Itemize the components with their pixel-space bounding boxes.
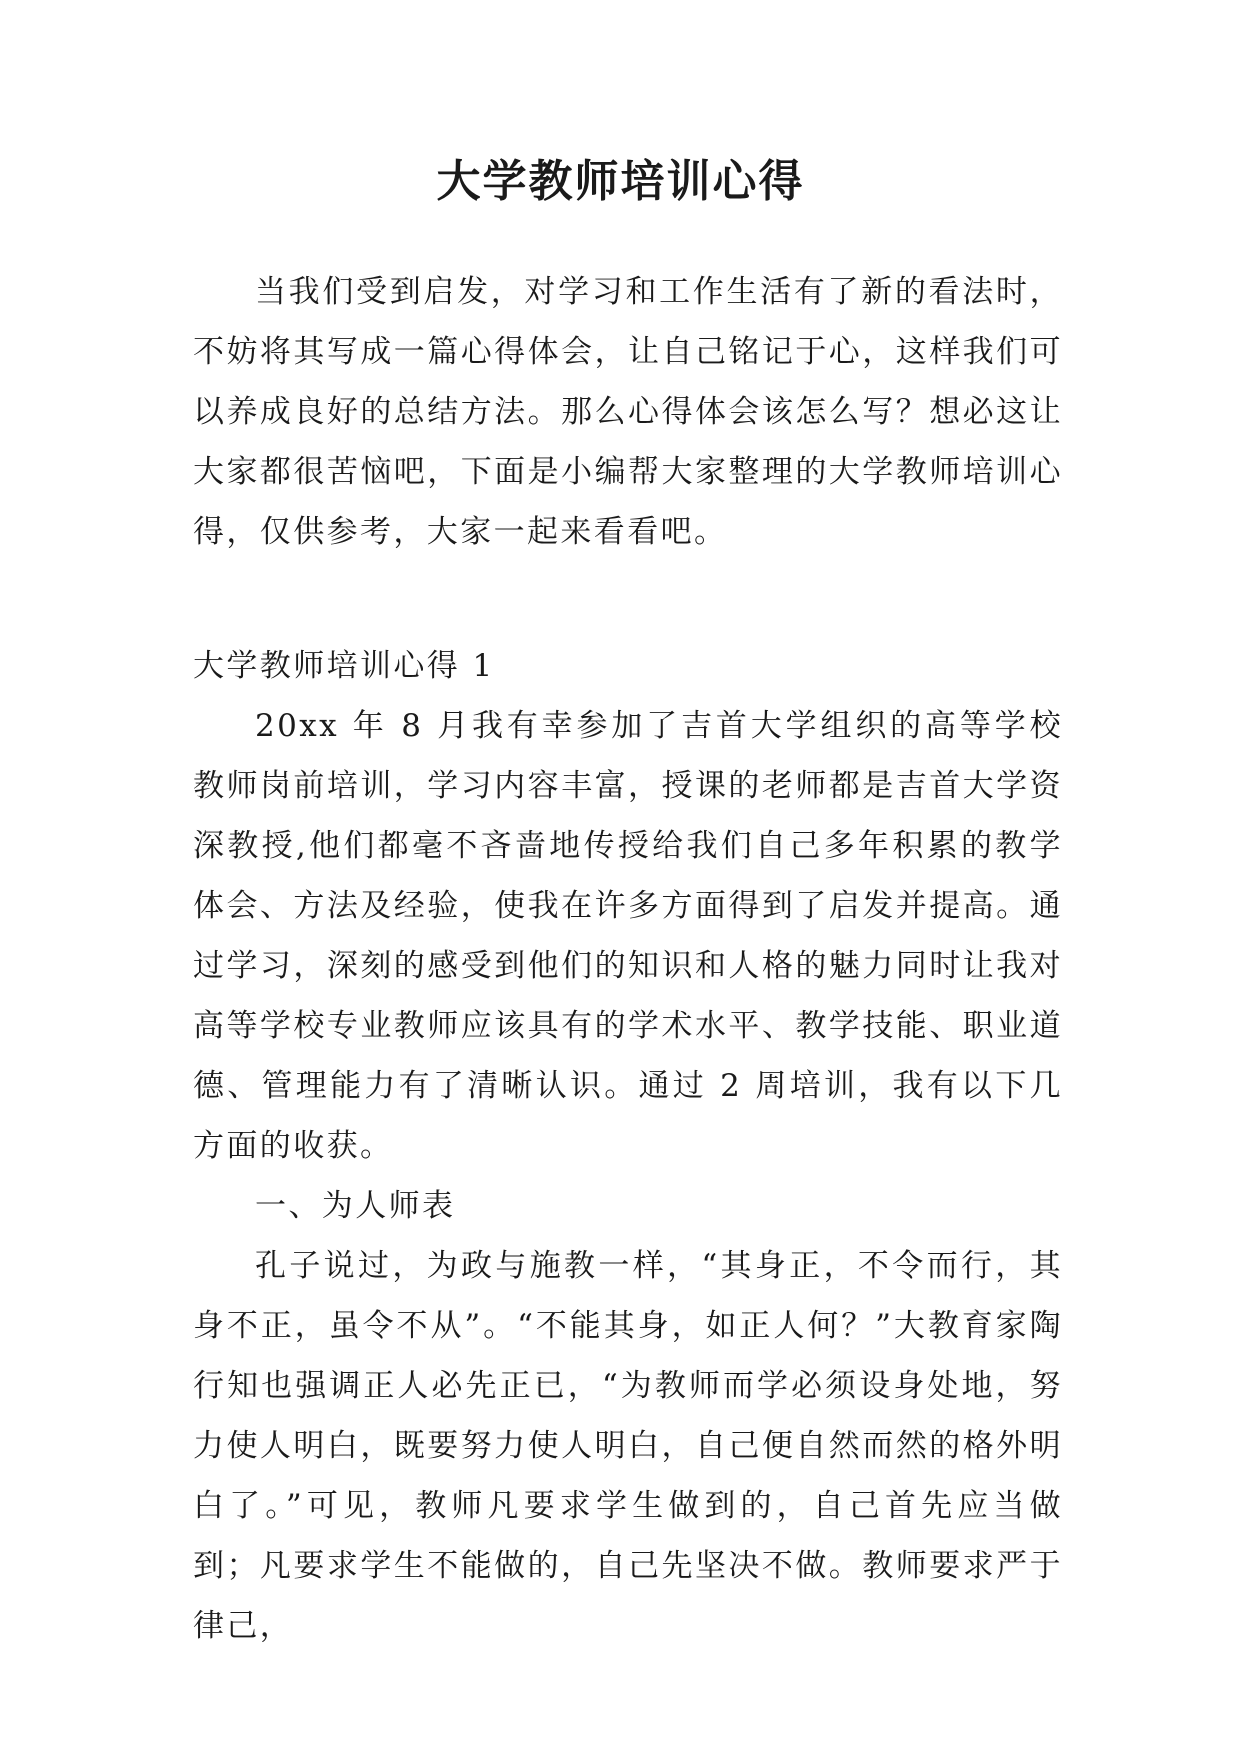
intro-paragraph: 当我们受到启发，对学习和工作生活有了新的看法时，不妨将其写成一篇心得体会，让自己铭记于心，这样我们可以养成良好的总结方法。那么心得体会该怎么写？想必这让大家都很苦恼吧，下面是小编帮大家整理的大学教师培训心得，仅供参考，大家一起来看看吧。	[193, 274, 1063, 550]
section-heading: 大学教师培训心得 1	[193, 648, 495, 684]
document-title: 大学教师培训心得	[436, 156, 805, 207]
section-subheading: 一、为人师表	[255, 1188, 456, 1224]
section-paragraph-1: 20xx 年 8 月我有幸参加了吉首大学组织的高等学校教师岗前培训，学习内容丰富，授课的老师都是吉首大学资深教授,他们都毫不吝啬地传授给我们自己多年积累的教学体会、方法及经验，使我在许多方面得到了启发并提高。通过学习，深刻的感受到他们的知识和人格的魅力同时让我对高等学校专业教师应该具有的学术水平、教学技能、职业道德、管理能力有了清晰认识。通过 2 周培训，我有以下几方面的收获。	[193, 708, 1063, 1164]
section-paragraph-2: 孔子说过，为政与施教一样，“其身正，不令而行，其身不正，虽令不从”。“不能其身，如正人何？”大教育家陶行知也强调正人必先正已，“为教师而学必须设身处地，努力使人明白，既要努力使人明白，自己便自然而然的格外明白了。”可见，教师凡要求学生做到的，自己首先应当做到；凡要求学生不能做的，自己先坚决不做。教师要求严于律己，	[193, 1248, 1063, 1644]
section-1	[193, 636, 1063, 1656]
intro-block	[193, 262, 1063, 562]
